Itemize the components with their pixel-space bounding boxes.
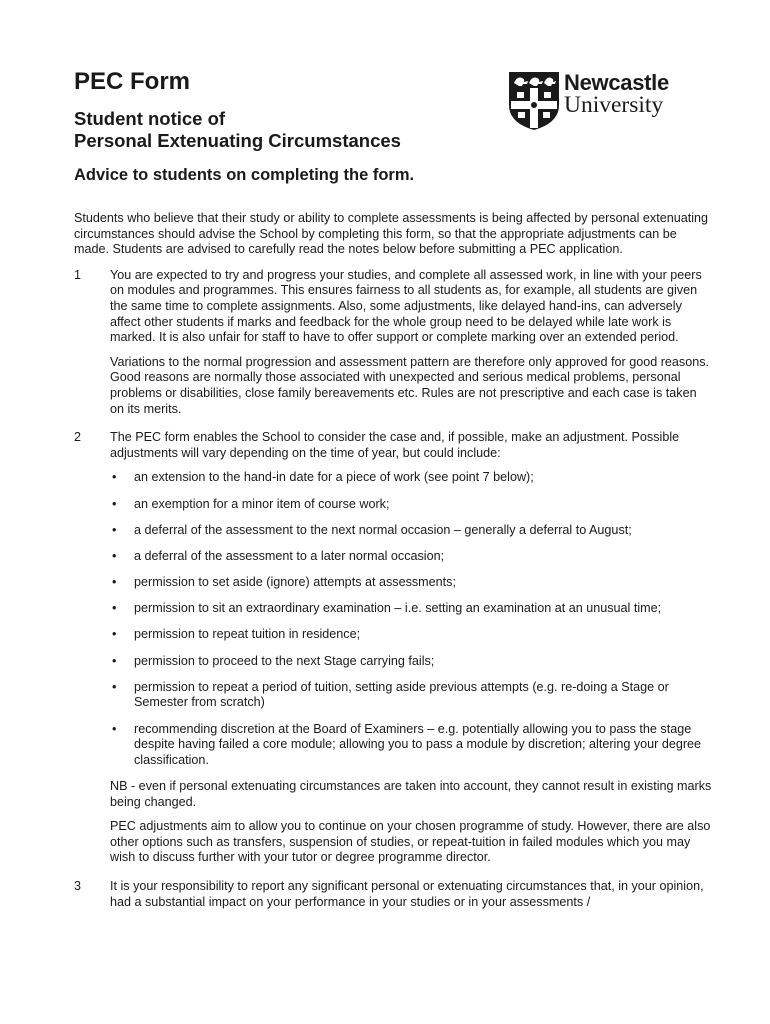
nb-note: NB - even if personal extenuating circumstances are taken into account, they cannot result in existing marks being changed. [110,778,712,809]
page-title: PEC Form [74,68,191,95]
list-item [110,497,714,513]
list-item [110,627,714,643]
bullet-icon: • [112,653,117,668]
bullet-icon: • [112,721,117,736]
university-wordmark [564,71,669,117]
bullet-icon: • [112,548,117,563]
bullet-icon: • [112,496,117,511]
adjustments-list [110,470,714,768]
section-1 [74,268,714,417]
university-logo [508,71,698,131]
list-item [110,654,714,670]
bullet-icon: • [112,627,117,642]
bullet-icon: • [112,470,117,485]
list-item-text: permission to set aside (ignore) attempts at assessments; [134,575,456,590]
section-paragraph: Variations to the normal progression and assessment pattern are therefore only approved for good reasons. Good reasons are normally those associated with unexpected and serious medical problems, personal problems or disabilities, close family bereavements etc. Rules are not prescriptive and each case is taken on its merits. [110,354,710,416]
form-notes [74,211,714,919]
list-item-text: recommending discretion at the Board of Examiners – e.g. potentially allowing you to pass the stage despite having failed a core module; allowing you to pass a module by discretion; altering your degree classification. [134,721,702,767]
section-number: 3 [74,878,82,893]
crest-icon [508,71,560,131]
subtitle-line-1: Student notice of [74,108,226,129]
list-item-text: permission to repeat a period of tuition, setting aside previous attempts (e.g. re-doing a Stage or Semester from scratch) [134,679,669,710]
section-paragraph: You are expected to try and progress your studies, and complete all assessed work, in line with your peers on modules and programmes. This ensures fairness to all students as, for example, all students are given the same time to complete assignments. Also, some adjustments, like delayed hand-ins, can adversely affect other students if marks and feedback for the whole group need to be delayed while late work is marked. It is also unfair for staff to have to offer support or complete marking over an extended period. [110,267,702,345]
wordmark-line-2: University [564,92,664,118]
section-number: 1 [74,267,82,282]
list-item [110,601,714,617]
page-subtitle [74,108,534,152]
list-item-text: an exemption for a minor item of course work; [134,496,390,511]
section-number: 2 [74,430,82,445]
bullet-icon: • [112,679,117,694]
bullet-icon: • [112,575,117,590]
list-item [110,722,714,769]
list-item [110,549,714,565]
list-item-text: permission to proceed to the next Stage carrying fails; [134,653,435,668]
list-item [110,575,714,591]
advice-heading: Advice to students on completing the form. [74,166,415,184]
list-item-text: a deferral of the assessment to a later normal occasion; [134,548,445,563]
list-item [110,470,714,486]
list-item [110,680,714,711]
subtitle-line-2: Personal Extenuating Circumstances [74,130,401,151]
bullet-icon: • [112,601,117,616]
list-item-text: permission to sit an extraordinary examination – i.e. setting an examination at an unusual time; [134,601,662,616]
list-item [110,523,714,539]
section-3 [74,879,714,910]
list-item-text: an extension to the hand-in date for a piece of work (see point 7 below); [134,470,534,485]
list-item-text: permission to repeat tuition in residence; [134,627,361,642]
list-item-text: a deferral of the assessment to the next normal occasion – generally a deferral to August; [134,522,632,537]
wordmark-line-1: Newcastle [564,70,669,95]
intro-paragraph: Students who believe that their study or ability to complete assessments is being affected by personal extenuating circumstances should advise the School by completing this form, so that the appropriate adjustments can be made. Students are advised to carefully read the notes below before submitting a PEC application. [74,211,709,257]
section-2 [74,430,714,866]
bullet-icon: • [112,522,117,537]
section-paragraph: PEC adjustments aim to allow you to continue on your chosen programme of study. However, there are also other options such as transfers, suspension of studies, or repeat-tuition in failed modules which you may wish to discuss further with your tutor or degree programme director. [110,819,711,865]
section-paragraph: It is your responsibility to report any significant personal or extenuating circumstances that, in your opinion, had a substantial impact on your performance in your studies or in your assessments / [110,878,704,909]
section-lead: The PEC form enables the School to consider the case and, if possible, make an adjustment. Possible adjustments will vary depending on the time of year, but could include: [110,430,680,460]
